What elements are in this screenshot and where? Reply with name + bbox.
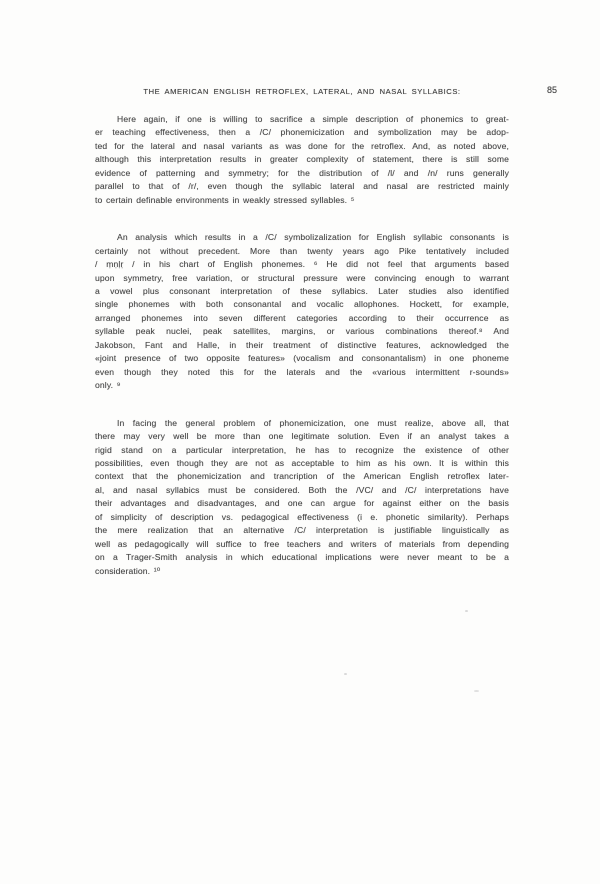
text-line: parallel to that of /r/, even though the syllabic lateral and nasal are restricted mainly — [95, 181, 509, 192]
paragraph — [95, 113, 509, 207]
text-line: syllable peak nuclei, peak satellites, margins, or various combinations thereof.⁸ And — [95, 326, 509, 337]
text-line: arranged phonemes into seven different categories according to their occurrence as — [95, 312, 509, 323]
body-text — [95, 113, 509, 578]
text-line: ted for the lateral and nasal variants as was done for the retroflex. And, as noted above, — [95, 140, 509, 151]
text-line: Jakobson, Fant and Halle, in their treatment of distinctive features, acknowledged the — [95, 339, 509, 350]
running-header-title: THE AMERICAN ENGLISH RETROFLEX, LATERAL, AND NASAL SYLLABICS: — [143, 87, 461, 96]
text-line: to certain definable environments in weakly stressed syllables. ⁵ — [95, 194, 355, 205]
text-line: upon symmetry, free variation, or structural pressure were convincing enough to warrant — [95, 272, 509, 283]
text-line: on a Trager-Smith analysis in which educational implications were never meant to be a — [95, 552, 509, 563]
text-line: evidence of patterning and symmetry; for the distribution of /l/ and /n/ runs generally — [95, 167, 509, 178]
text-line: rigid stand on a particular interpretation, he has to recognize the existence of other — [95, 444, 509, 455]
text-line: er teaching effectiveness, then a /C/ phonemicization and symbolization may be adop- — [95, 127, 509, 138]
text-line: / ṃṇḷṛ / in his chart of English phonemes. ⁶ He did not feel that arguments based — [95, 259, 509, 270]
scan-speck — [344, 673, 347, 675]
text-line: al, and nasal syllabics must be considered. Both the /VC/ and /C/ interpretations have — [95, 484, 509, 495]
paragraph — [95, 417, 509, 578]
text-line: of simplicity of description vs. pedagogical effectiveness (i e. phonetic similarity). Perhaps — [95, 511, 509, 522]
text-line: well as pedagogically will suffice to free teachers and writers of materials from depending — [95, 538, 509, 549]
text-line: Here again, if one is willing to sacrifice a simple description of phonemics to great- — [117, 114, 509, 124]
text-line: even though they noted this for the laterals and the «various intermittent r-sounds» — [95, 366, 509, 377]
text-line: there may very well be more than one legitimate solution. Even if an analyst takes a — [95, 431, 509, 442]
running-header — [95, 85, 557, 97]
text-block — [95, 85, 557, 578]
text-line: only. ⁹ — [95, 380, 121, 391]
text-line: In facing the general problem of phonemicization, one must realize, above all, that — [117, 417, 509, 428]
text-line: possibilities, even though they are not as acceptable to him as his own. It is within this — [95, 457, 509, 468]
text-line: «joint presence of two opposite features» (vocalism and consonantalism) in one phoneme — [95, 353, 509, 364]
text-line: An analysis which results in a /C/ symbolizalization for English syllabic consonants is — [117, 232, 509, 243]
scan-speck — [465, 610, 468, 612]
text-line: context that the phonemicization and trancription of the American English retroflex later- — [95, 471, 509, 482]
scan-speck — [474, 690, 479, 692]
text-line: certainly not without precedent. More than twenty years ago Pike tentatively included — [95, 245, 509, 256]
text-line: consideration. ¹⁰ — [95, 565, 161, 576]
text-line: single phonemes with both consonantal and vocalic allophones. Hockett, for example, — [95, 299, 509, 310]
page-number: 85 — [546, 85, 557, 95]
paragraph — [95, 231, 509, 392]
text-line: a vowel plus consonant interpretation of these syllabics. Later studies also identified — [95, 285, 509, 296]
text-line: the mere realization that an alternative /C/ interpretation is justifiable linguistically as — [95, 525, 509, 536]
text-line: their advantages and disadvantages, and one can argue for against either on the basis — [95, 498, 509, 509]
text-line: although this interpretation results in greater complexity of statement, there is still some — [95, 154, 509, 165]
